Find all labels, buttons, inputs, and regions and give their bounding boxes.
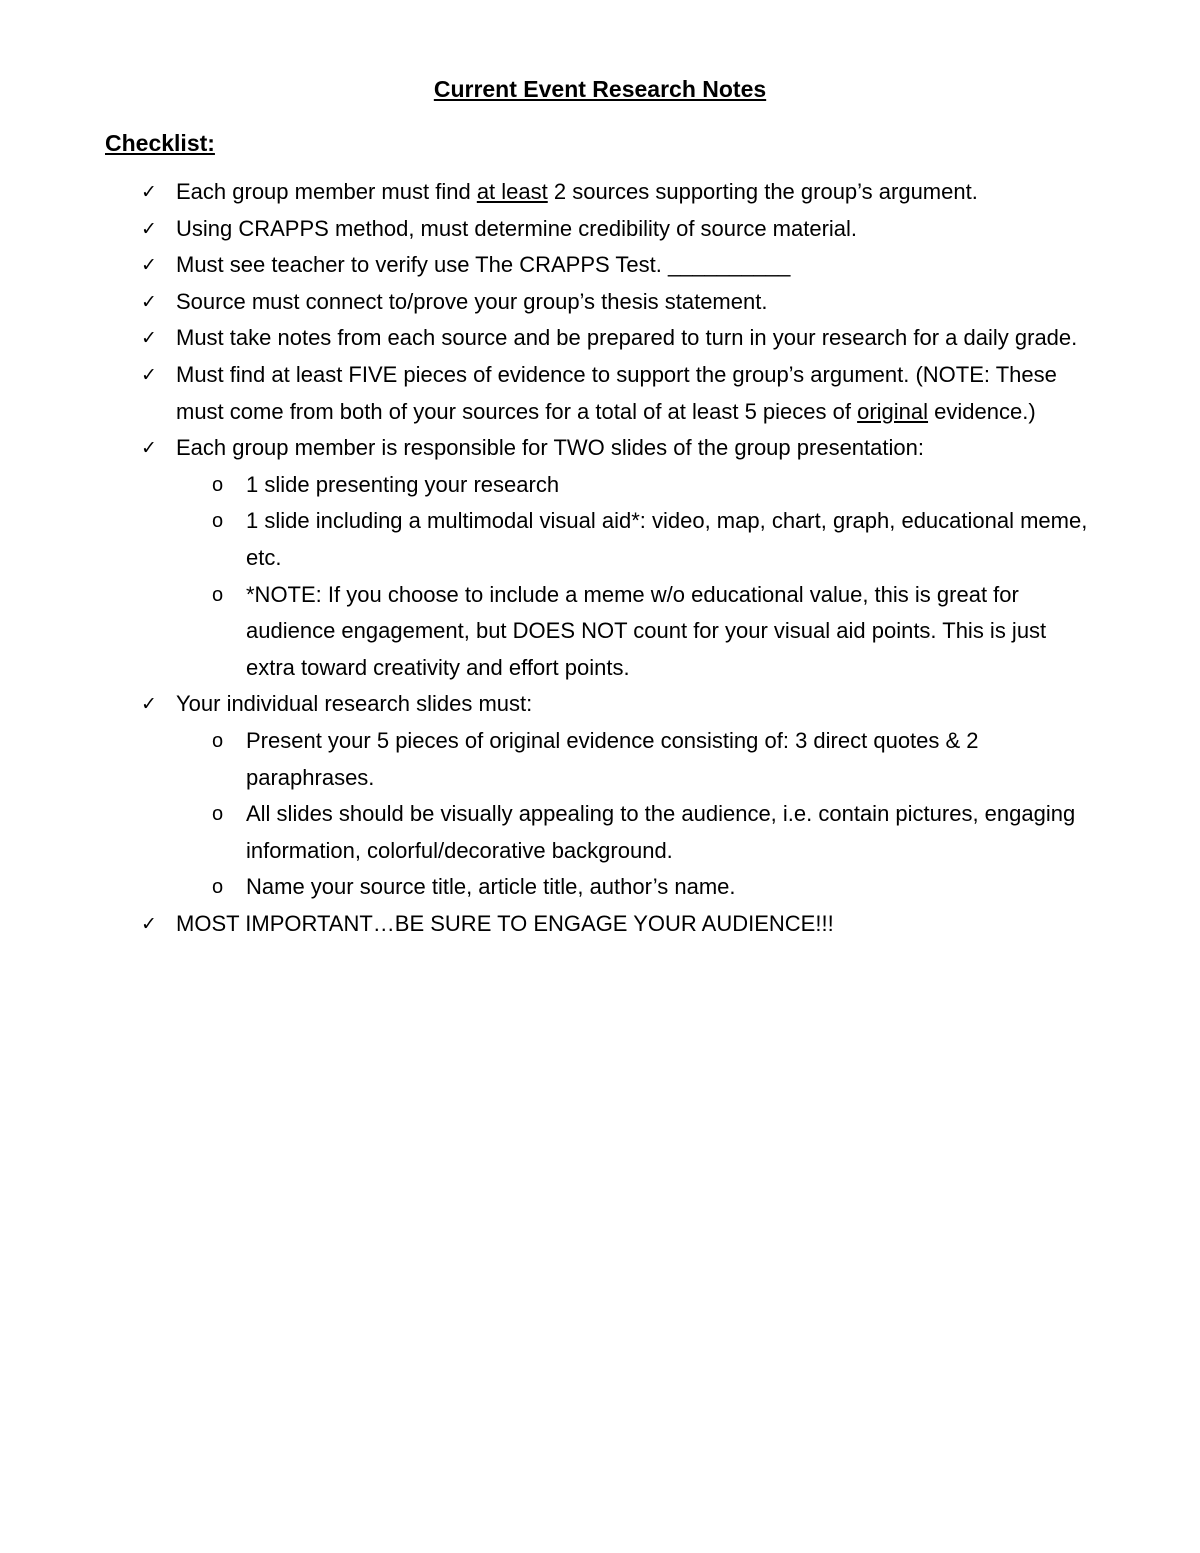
item-text: Each group member is responsible for TWO slides of the group presentation: (176, 435, 924, 461)
checklist-item (0, 284, 1088, 321)
item-text: MOST IMPORTANT…BE SURE TO ENGAGE YOUR AUDIENCE!!! (176, 910, 834, 936)
checkmark-icon: ✓ (141, 254, 157, 277)
sub-list-item (0, 467, 1088, 504)
sub-list-item (0, 869, 1088, 906)
circle-bullet-icon: o (212, 729, 224, 752)
checkmark-icon: ✓ (141, 290, 157, 313)
sub-item-text: 1 slide including a multimodal visual aid*: video, map, chart, graph, educational meme, etc. (246, 508, 1088, 570)
circle-bullet-icon: o (212, 876, 224, 899)
item-text: Must take notes from each source and be prepared to turn in your research for a daily grade. (176, 325, 1078, 351)
sub-item-text: *NOTE: If you choose to include a meme w/o educational value, this is great for audience engagement, but DOES NOT count for your visual aid points. This is just extra toward creativity and effort points. (246, 581, 1047, 680)
checkmark-icon: ✓ (141, 181, 157, 203)
checklist-item (0, 174, 1088, 211)
sub-item-text: Present your 5 pieces of original evidence consisting of: 3 direct quotes & 2 paraphrases. (246, 727, 979, 790)
sub-list-item (0, 723, 1088, 796)
sub-list-item (0, 577, 1088, 687)
item-text: Source must connect to/prove your group’s thesis statement. (176, 288, 768, 314)
checklist (0, 174, 1200, 942)
sub-item-text: All slides should be visually appealing to the audience, i.e. contain pictures, engaging information, colorful/decorative background. (246, 801, 1076, 863)
circle-bullet-icon: o (212, 583, 224, 606)
checklist-item (0, 357, 1088, 430)
checkmark-icon: ✓ (141, 363, 157, 386)
item-text: Each group member must find (176, 179, 477, 204)
document-title: Current Event Research Notes (433, 76, 767, 102)
checklist-item (0, 211, 1088, 248)
sub-list-item (0, 503, 1088, 576)
item-text: evidence.) (928, 398, 1036, 424)
checkmark-icon: ✓ (141, 912, 157, 935)
checklist-heading: Checklist: (105, 130, 215, 156)
sub-list-item (0, 796, 1088, 869)
item-text: Your individual research slides must: (176, 691, 533, 717)
checkmark-icon: ✓ (141, 693, 157, 716)
circle-bullet-icon: o (212, 803, 224, 826)
sub-item-text: Name your source title, article title, author’s name. (246, 874, 736, 900)
item-text: Must see teacher to verify use The CRAPPS Test. __________ (176, 252, 791, 278)
item-text: Must find at least FIVE pieces of evidence to support the group’s argument. (NOTE: These must come from both of your sources for a total of at least 5 pieces of (176, 361, 1057, 424)
underlined-text: at least (476, 179, 548, 204)
checklist-item (0, 430, 1088, 467)
checklist-item (0, 906, 1088, 943)
circle-bullet-icon: o (212, 510, 224, 533)
checkmark-icon: ✓ (141, 327, 157, 350)
sub-item-text: 1 slide presenting your research (246, 471, 560, 497)
checklist-item (0, 686, 1088, 723)
item-text: 2 sources supporting the group’s argument. (547, 179, 978, 204)
checklist-item (0, 320, 1088, 357)
circle-bullet-icon: o (212, 473, 224, 496)
checkmark-icon: ✓ (141, 437, 157, 460)
checklist-item (0, 247, 1088, 284)
underlined-text: original (857, 398, 929, 424)
checkmark-icon: ✓ (141, 217, 157, 240)
item-text: Using CRAPPS method, must determine credibility of source material. (176, 215, 858, 241)
